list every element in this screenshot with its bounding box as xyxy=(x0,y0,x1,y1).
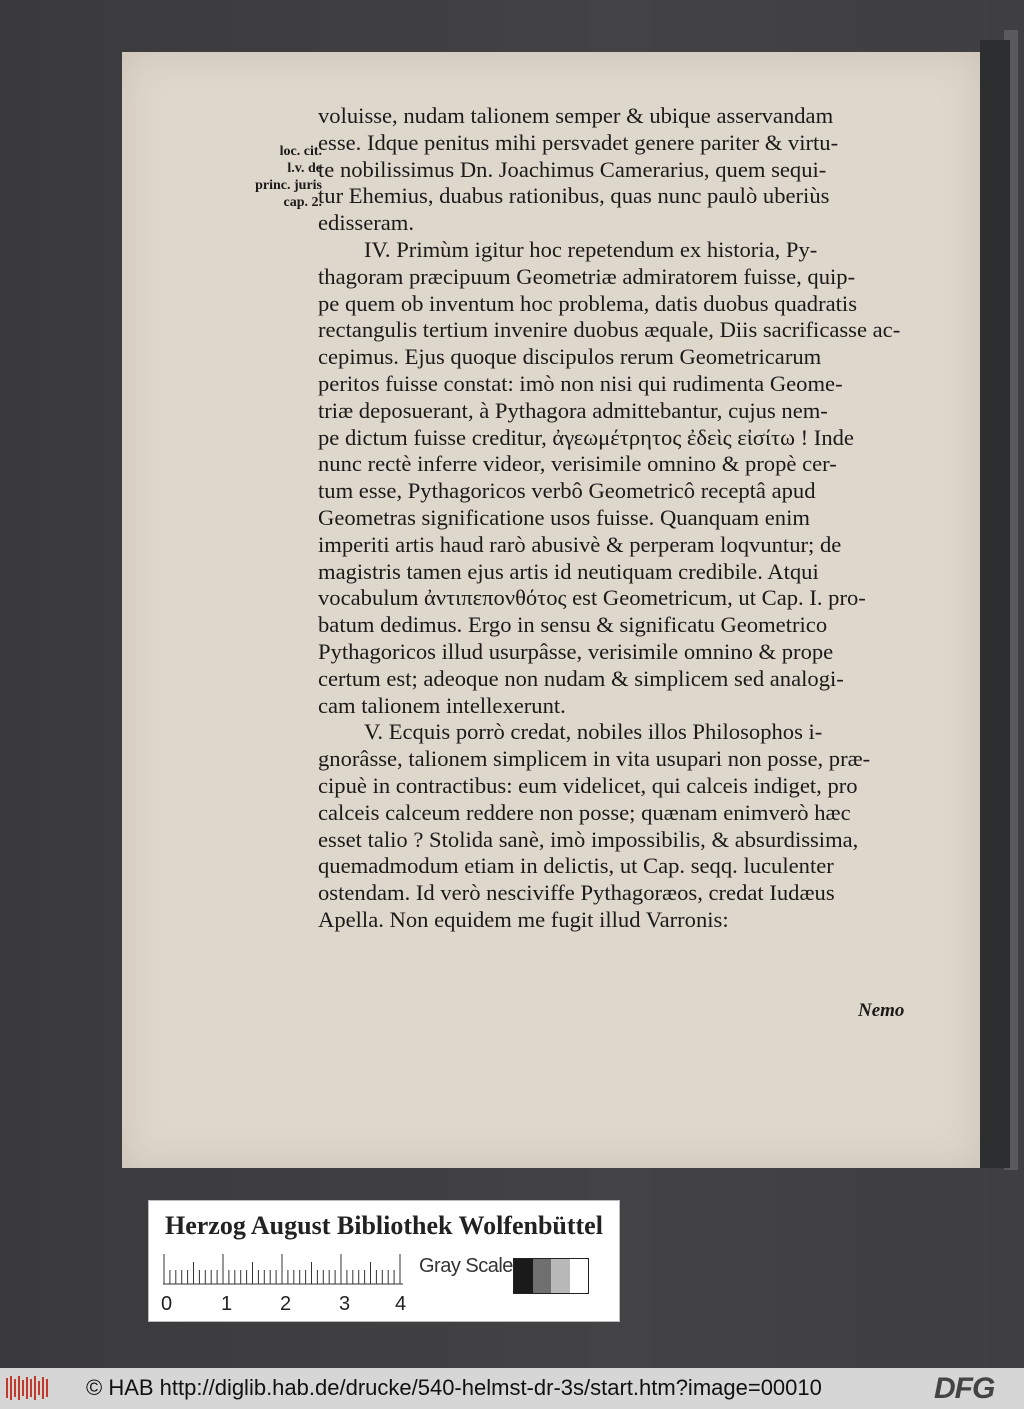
margin-note: loc. cit. xyxy=(279,144,322,159)
catchword: Nemo xyxy=(858,1000,905,1021)
library-name: Herzog August Bibliothek Wolfenbüttel xyxy=(165,1211,603,1240)
text-line: Apella. Non equidem me fugit illud Varronis: xyxy=(318,906,729,932)
ruler-number: 1 xyxy=(221,1293,233,1315)
text-line: cipuè in contractibus: eum videlicet, qui calceis indiget, pro xyxy=(318,772,858,798)
text-line: peritos fuisse constat: imò non nisi qui rudimenta Geome- xyxy=(318,370,843,396)
margin-note: cap. 2. xyxy=(283,195,322,210)
text-line: voluisse, nudam talionem semper & ubique asservandam xyxy=(318,103,834,128)
swatch-black xyxy=(514,1259,533,1293)
ruler-number: 4 xyxy=(395,1293,407,1315)
text-line: vocabulum ἀντιπεπονθότος est Geometricum, ut Cap. I. pro- xyxy=(318,585,866,611)
text-line: certum est; adeoque non nudam & simplicem sed analogi- xyxy=(318,665,844,691)
gray-scale-label: Gray Scale xyxy=(419,1255,513,1277)
copyright-link[interactable]: © HAB http://diglib.hab.de/drucke/540-helmst-dr-3s/start.htm?image=00010 xyxy=(86,1375,822,1400)
swatch-light-gray xyxy=(551,1259,570,1293)
page-text xyxy=(318,103,938,934)
text-line: gnorâsse, talionem simplicem in vita usupari non posse, præ- xyxy=(318,746,871,772)
text-line: triæ deposuerant, à Pythagora admittebantur, cujus nem- xyxy=(318,397,828,423)
ruler-icon xyxy=(163,1253,408,1285)
text-line: IV. Primùm igitur hoc repetendum ex historia, Py- xyxy=(364,236,818,262)
gray-scale-swatches xyxy=(513,1258,589,1294)
ruler-number: 2 xyxy=(280,1293,292,1315)
text-line: pe quem ob inventum hoc problema, datis duobus quadratis xyxy=(318,290,858,316)
text-line: magistris tamen ejus artis id neutiquam credibile. Atqui xyxy=(318,558,819,584)
text-line: calceis calceum reddere non posse; quænam enimverò hæc xyxy=(318,799,851,825)
swatch-dark-gray xyxy=(533,1259,552,1293)
color-scale-card xyxy=(148,1200,620,1322)
text-line: tur Ehemius, duabus rationibus, quas nunc paulò uberiùs xyxy=(318,183,830,209)
text-line: Geometras significatione usos fuisse. Quanquam enim xyxy=(318,504,810,530)
text-line: cepimus. Ejus quoque discipulos rerum Geometricarum xyxy=(318,344,822,370)
text-line: V. Ecquis porrò credat, nobiles illos Philosophos i- xyxy=(364,719,823,745)
ruler-number: 0 xyxy=(161,1293,173,1315)
text-line: cam talionem intellexerunt. xyxy=(318,692,566,718)
text-line: edisseram. xyxy=(318,210,414,236)
margin-note: l.v. de xyxy=(287,161,322,176)
dfg-logo: DFG xyxy=(934,1372,995,1405)
text-line: esse. Idque penitus mihi persvadet genere pariter & virtu- xyxy=(318,129,839,155)
margin-notes xyxy=(216,143,322,211)
ruler-number: 3 xyxy=(339,1293,351,1315)
margin-note: princ. juris xyxy=(255,178,322,193)
text-line: thagoram præcipuum Geometriæ admiratorem fuisse, quip- xyxy=(318,263,856,289)
text-line: Pythagoricos illud usurpâsse, verisimile omnino & prope xyxy=(318,638,834,664)
text-line: tum esse, Pythagoricos verbô Geometricô receptâ apud xyxy=(318,478,816,504)
text-line: imperiti artis haud rarò abusivè & perperam loqvuntur; de xyxy=(318,531,842,557)
hab-barcode-logo-icon xyxy=(6,1376,50,1400)
footer-bar xyxy=(0,1368,1024,1409)
text-line: nunc rectè inferre videor, verisimile omnino & propè cer- xyxy=(318,451,837,477)
swatch-white xyxy=(570,1259,589,1293)
page-shadow xyxy=(980,40,1010,1168)
text-line: te nobilissimus Dn. Joachimus Camerarius, quem sequi- xyxy=(318,156,827,182)
text-line: pe dictum fuisse creditur, ἀγεωμέτρητος ἐδεὶς εἰσίτω ! Inde xyxy=(318,424,854,450)
text-line: quemadmodum etiam in delictis, ut Cap. seqq. luculenter xyxy=(318,853,834,879)
text-line: esset talio ? Stolida sanè, imò impossibilis, & absurdissima, xyxy=(318,826,859,852)
text-line: batum dedimus. Ergo in sensu & significatu Geometrico xyxy=(318,612,828,638)
text-line: ostendam. Id verò nesciviffe Pythagoræos, credat Iudæus xyxy=(318,880,835,906)
text-line: rectangulis tertium invenire duobus æquale, Diis sacrificasse ac- xyxy=(318,317,901,343)
